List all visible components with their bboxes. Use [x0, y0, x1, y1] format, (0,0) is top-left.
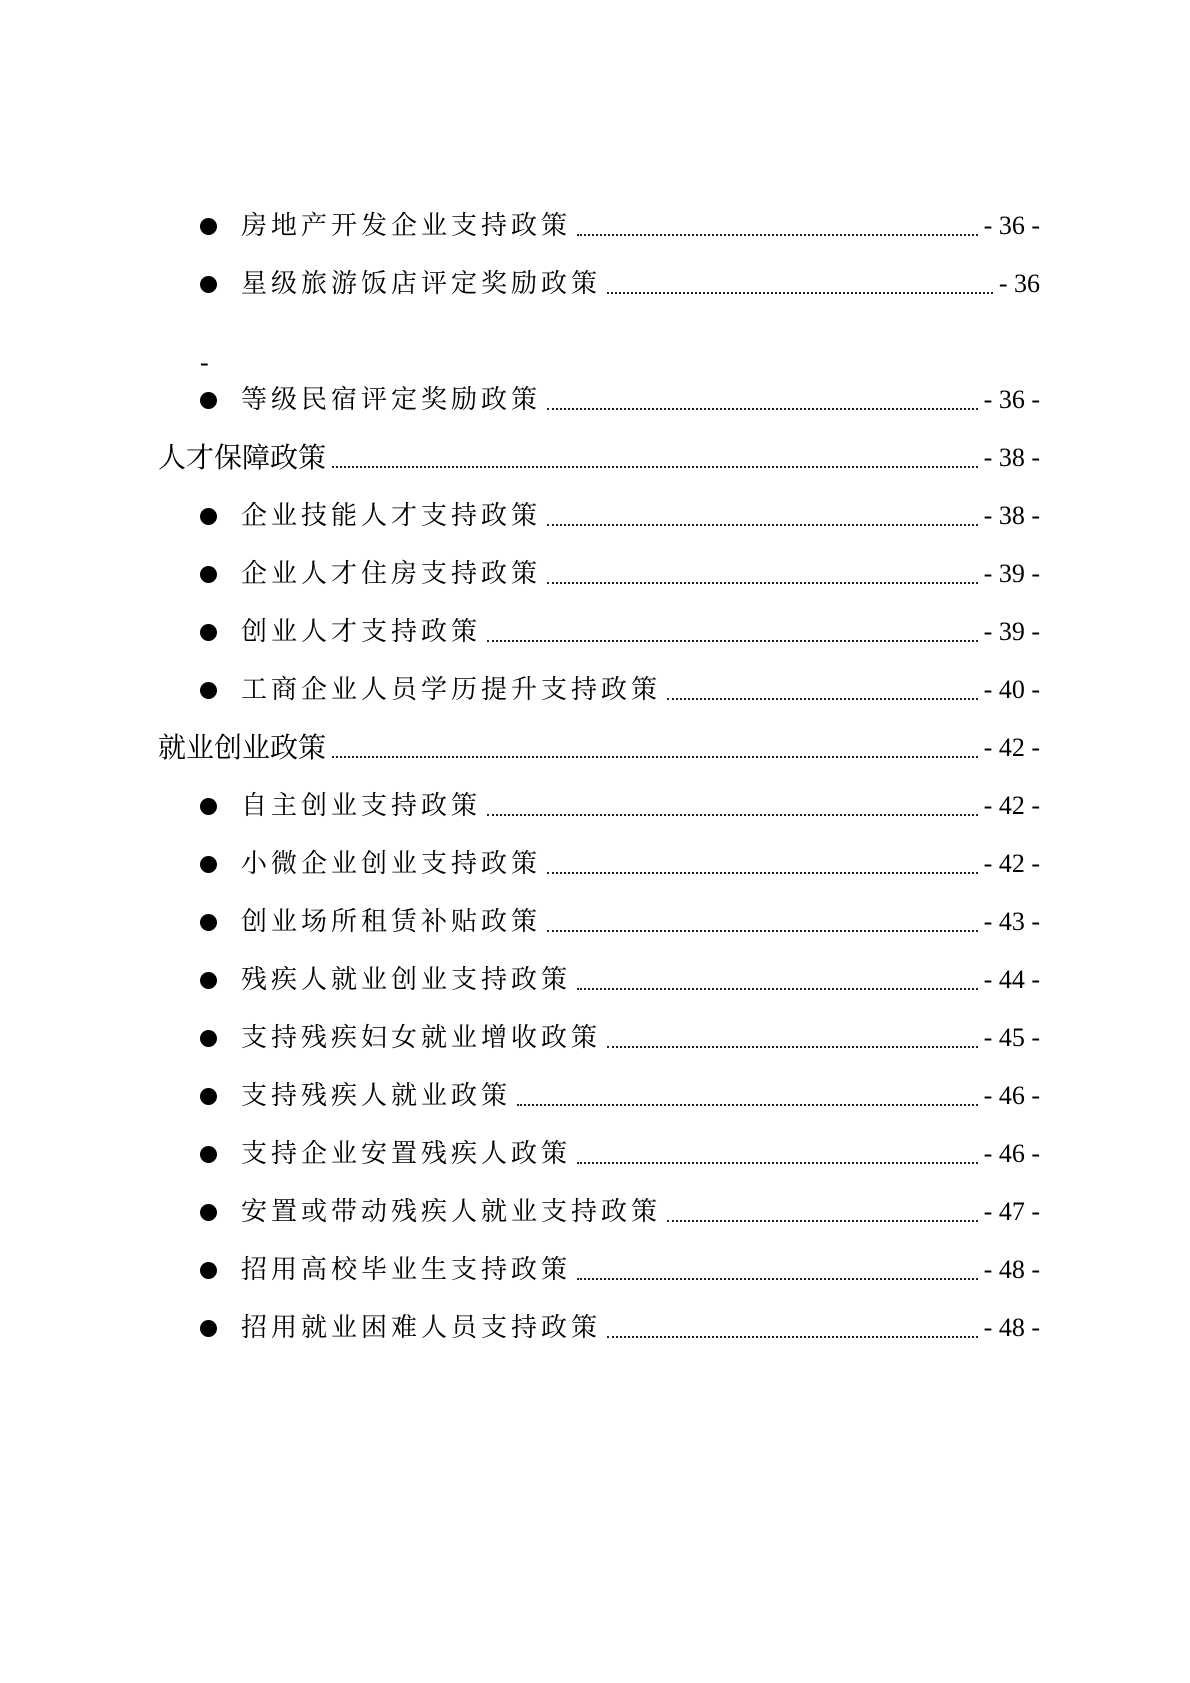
toc-item[interactable] — [200, 960, 1040, 1000]
dot-leader — [667, 698, 978, 700]
dot-leader — [547, 872, 978, 874]
toc-item-label: 小微企业创业支持政策 — [241, 849, 542, 879]
bullet-icon — [200, 1262, 217, 1279]
toc-item-label: 支持企业安置残疾人政策 — [241, 1139, 572, 1169]
toc-section-label: 就业创业政策 — [158, 731, 327, 764]
bullet-icon — [200, 856, 217, 873]
toc-item[interactable] — [200, 1250, 1040, 1290]
toc-item[interactable] — [200, 1134, 1040, 1174]
bullet-icon — [200, 798, 217, 815]
bullet-icon — [200, 276, 217, 293]
toc-item-page: - 40 - — [983, 675, 1040, 704]
toc-item-page: - 38 - — [983, 501, 1040, 530]
toc-item-label: 自主创业支持政策 — [241, 791, 482, 821]
dot-leader — [667, 1220, 978, 1222]
bullet-icon — [200, 1088, 217, 1105]
toc-item-label: 招用高校毕业生支持政策 — [241, 1255, 572, 1285]
toc-section[interactable] — [158, 438, 1040, 478]
toc-item-label: 工商企业人员学历提升支持政策 — [241, 675, 662, 705]
toc-item[interactable] — [200, 264, 1040, 304]
toc-section-page: - 42 - — [983, 733, 1040, 762]
toc-item[interactable] — [200, 1018, 1040, 1058]
dot-leader — [547, 408, 978, 410]
toc-item[interactable] — [200, 670, 1040, 710]
toc-item-label: 等级民宿评定奖励政策 — [241, 385, 542, 415]
toc-item-page: - 36 — [998, 269, 1040, 298]
toc-item-page: - 46 - — [983, 1139, 1040, 1168]
dot-leader — [517, 1104, 978, 1106]
toc-item-label: 残疾人就业创业支持政策 — [241, 965, 572, 995]
toc-item-page: - 46 - — [983, 1081, 1040, 1110]
toc-item[interactable] — [200, 902, 1040, 942]
dot-leader — [607, 1046, 978, 1048]
toc-section[interactable] — [158, 728, 1040, 768]
toc-item-label: 支持残疾妇女就业增收政策 — [241, 1023, 602, 1053]
toc-item[interactable] — [200, 844, 1040, 884]
bullet-icon — [200, 1146, 217, 1163]
toc-item-page: - 39 - — [983, 559, 1040, 588]
bullet-icon — [200, 1030, 217, 1047]
bullet-icon — [200, 682, 217, 699]
dot-leader — [332, 466, 978, 468]
dot-leader — [607, 1336, 978, 1338]
dot-leader — [487, 640, 978, 642]
toc-item-page: - 47 - — [983, 1197, 1040, 1226]
toc-item-page: - 42 - — [983, 791, 1040, 820]
toc-item[interactable] — [200, 380, 1040, 420]
toc-item-label: 星级旅游饭店评定奖励政策 — [241, 269, 602, 299]
dot-leader — [577, 1162, 978, 1164]
bullet-icon — [200, 972, 217, 989]
bullet-icon — [200, 1320, 217, 1337]
toc-item-page: - 44 - — [983, 965, 1040, 994]
toc-item-page: - 45 - — [983, 1023, 1040, 1052]
toc-item-page: - 48 - — [983, 1255, 1040, 1284]
toc-item[interactable] — [200, 1192, 1040, 1232]
bullet-icon — [200, 218, 217, 235]
dot-leader — [577, 234, 978, 236]
toc-item-label: 安置或带动残疾人就业支持政策 — [241, 1197, 662, 1227]
toc-item-label: 创业人才支持政策 — [241, 617, 482, 647]
toc-item-label: 支持残疾人就业政策 — [241, 1081, 512, 1111]
toc-section-page: - 38 - — [983, 443, 1040, 472]
bullet-icon — [200, 392, 217, 409]
toc-item[interactable] — [200, 612, 1040, 652]
toc-item[interactable] — [200, 1308, 1040, 1348]
dot-leader — [607, 292, 993, 294]
toc-item[interactable] — [200, 1076, 1040, 1116]
dot-leader — [577, 1278, 978, 1280]
toc-item-page: - 42 - — [983, 849, 1040, 878]
dot-leader — [547, 524, 978, 526]
toc-section-label: 人才保障政策 — [158, 441, 327, 474]
toc-item-page: - 36 - — [983, 211, 1040, 240]
dot-leader — [487, 814, 978, 816]
toc-item-label: 企业技能人才支持政策 — [241, 501, 542, 531]
toc-item-label: 房地产开发企业支持政策 — [241, 211, 572, 241]
dot-leader — [332, 756, 978, 758]
wrapped-page-suffix: - — [200, 348, 209, 377]
toc-item-label: 企业人才住房支持政策 — [241, 559, 542, 589]
bullet-icon — [200, 508, 217, 525]
bullet-icon — [200, 1204, 217, 1221]
toc-item-page: - 43 - — [983, 907, 1040, 936]
toc-item[interactable] — [200, 496, 1040, 536]
toc-item-label: 创业场所租赁补贴政策 — [241, 907, 542, 937]
bullet-icon — [200, 624, 217, 641]
toc-item-page: - 48 - — [983, 1313, 1040, 1342]
toc-item[interactable] — [200, 786, 1040, 826]
toc-item-label: 招用就业困难人员支持政策 — [241, 1313, 602, 1343]
toc-item-page: - 36 - — [983, 385, 1040, 414]
bullet-icon — [200, 914, 217, 931]
bullet-icon — [200, 566, 217, 583]
toc-item[interactable] — [200, 206, 1040, 246]
dot-leader — [577, 988, 978, 990]
toc-item-page: - 39 - — [983, 617, 1040, 646]
toc-item[interactable] — [200, 554, 1040, 594]
dot-leader — [547, 582, 978, 584]
dot-leader — [547, 930, 978, 932]
